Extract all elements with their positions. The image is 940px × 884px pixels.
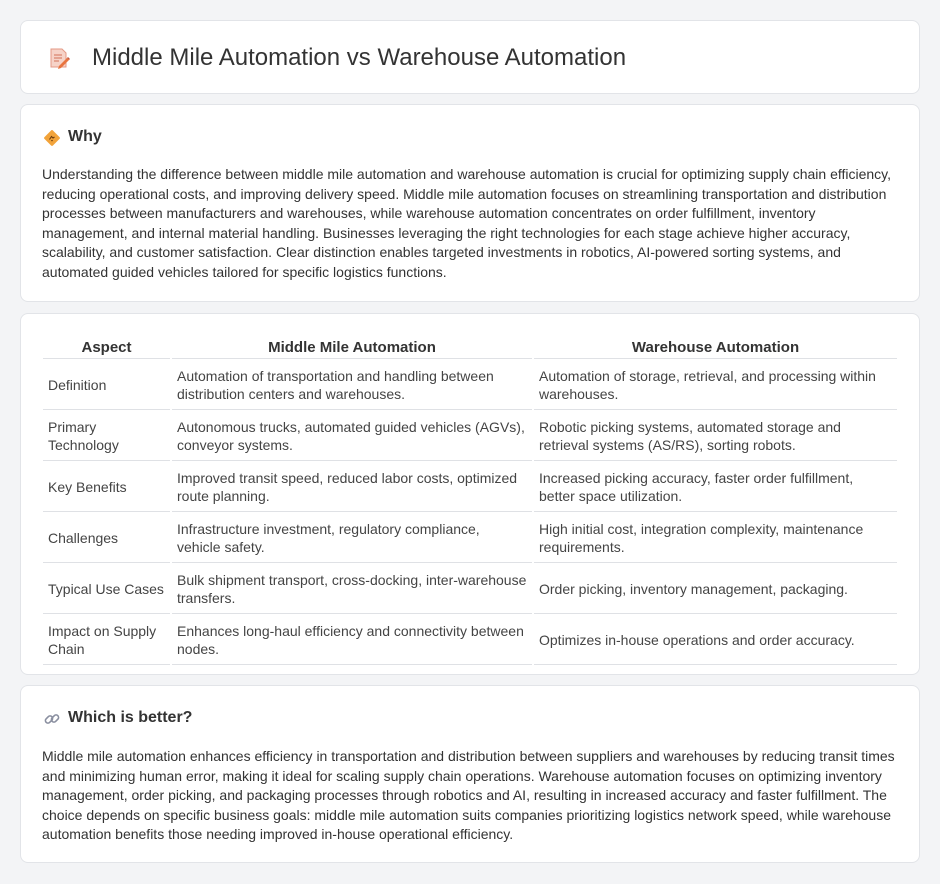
table-cell-aspect: Typical Use Cases xyxy=(43,565,170,614)
column-header-warehouse: Warehouse Automation xyxy=(534,336,897,359)
table-cell-middle-mile: Automation of transportation and handling between distribution centers and warehouses. xyxy=(172,361,532,410)
table-header-row xyxy=(43,336,897,359)
why-paragraph: Understanding the difference between middle mile automation and warehouse automation is crucial for optimizing supply chain efficiency, reducing operational costs, and improving delivery speed. Middle mile automation focuses on streamlining transportation and distribution processes between manufacturers and warehouses, while warehouse automation concentrates on order fulfillment, inventory management, and internal material handling. Businesses leveraging the right technologies for each stage achieve higher accuracy, scalability, and customer satisfaction. Clear distinction enables targeted investments in robotics, AI-powered sorting systems, and automated guided vehicles tailored for specific logistics functions. xyxy=(42,166,892,280)
section-title-which-is-better: Which is better? xyxy=(68,709,193,726)
table-cell-warehouse: Optimizes in-house operations and order accuracy. xyxy=(534,616,897,665)
comparison-table xyxy=(41,334,899,667)
table-cell-warehouse: Order picking, inventory management, packaging. xyxy=(534,565,897,614)
table-cell-middle-mile: Autonomous trucks, automated guided vehicles (AGVs), conveyor systems. xyxy=(172,412,532,461)
link-icon xyxy=(43,710,61,728)
table-row xyxy=(43,565,897,614)
table-cell-middle-mile: Infrastructure investment, regulatory compliance, vehicle safety. xyxy=(172,514,532,563)
table-cell-aspect: Challenges xyxy=(43,514,170,563)
table-cell-middle-mile: Enhances long-haul efficiency and connectivity between nodes. xyxy=(172,616,532,665)
table-row xyxy=(43,514,897,563)
table-cell-warehouse: Increased picking accuracy, faster order fulfillment, better space utilization. xyxy=(534,463,897,512)
table-cell-warehouse: Robotic picking systems, automated storage and retrieval systems (AS/RS), sorting robots. xyxy=(534,412,897,461)
table-cell-aspect: Key Benefits xyxy=(43,463,170,512)
document-pencil-icon xyxy=(48,47,70,69)
column-header-aspect: Aspect xyxy=(43,336,170,359)
why-section xyxy=(20,104,920,302)
table-row xyxy=(43,616,897,665)
diamond-sign-icon xyxy=(43,129,61,147)
column-header-middle-mile: Middle Mile Automation xyxy=(172,336,532,359)
table-cell-aspect: Primary Technology xyxy=(43,412,170,461)
table-cell-middle-mile: Bulk shipment transport, cross-docking, inter-warehouse transfers. xyxy=(172,565,532,614)
table-cell-warehouse: High initial cost, integration complexity, maintenance requirements. xyxy=(534,514,897,563)
table-row xyxy=(43,361,897,410)
table-cell-middle-mile: Improved transit speed, reduced labor costs, optimized route planning. xyxy=(172,463,532,512)
header-card xyxy=(20,20,920,94)
comparison-table-card xyxy=(20,313,920,675)
which-is-better-paragraph: Middle mile automation enhances efficiency in transportation and distribution between suppliers and warehouses by reducing transit times and minimizing human error, making it ideal for scaling supply chain operations. Warehouse automation focuses on optimizing inventory management, order picking, and packaging processes through robotics and AI, resulting in increased accuracy and faster fulfillment. The choice depends on specific business goals: middle mile automation suits companies prioritizing logistics network speed, while warehouse automation benefits those needing improved in-house operational efficiency. xyxy=(42,748,895,842)
table-cell-warehouse: Automation of storage, retrieval, and processing within warehouses. xyxy=(534,361,897,410)
table-cell-aspect: Definition xyxy=(43,361,170,410)
page-title: Middle Mile Automation vs Warehouse Automation xyxy=(92,44,627,71)
section-title-why: Why xyxy=(68,128,102,145)
which-is-better-section xyxy=(20,685,920,863)
table-row xyxy=(43,412,897,461)
table-row xyxy=(43,463,897,512)
table-cell-aspect: Impact on Supply Chain xyxy=(43,616,170,665)
